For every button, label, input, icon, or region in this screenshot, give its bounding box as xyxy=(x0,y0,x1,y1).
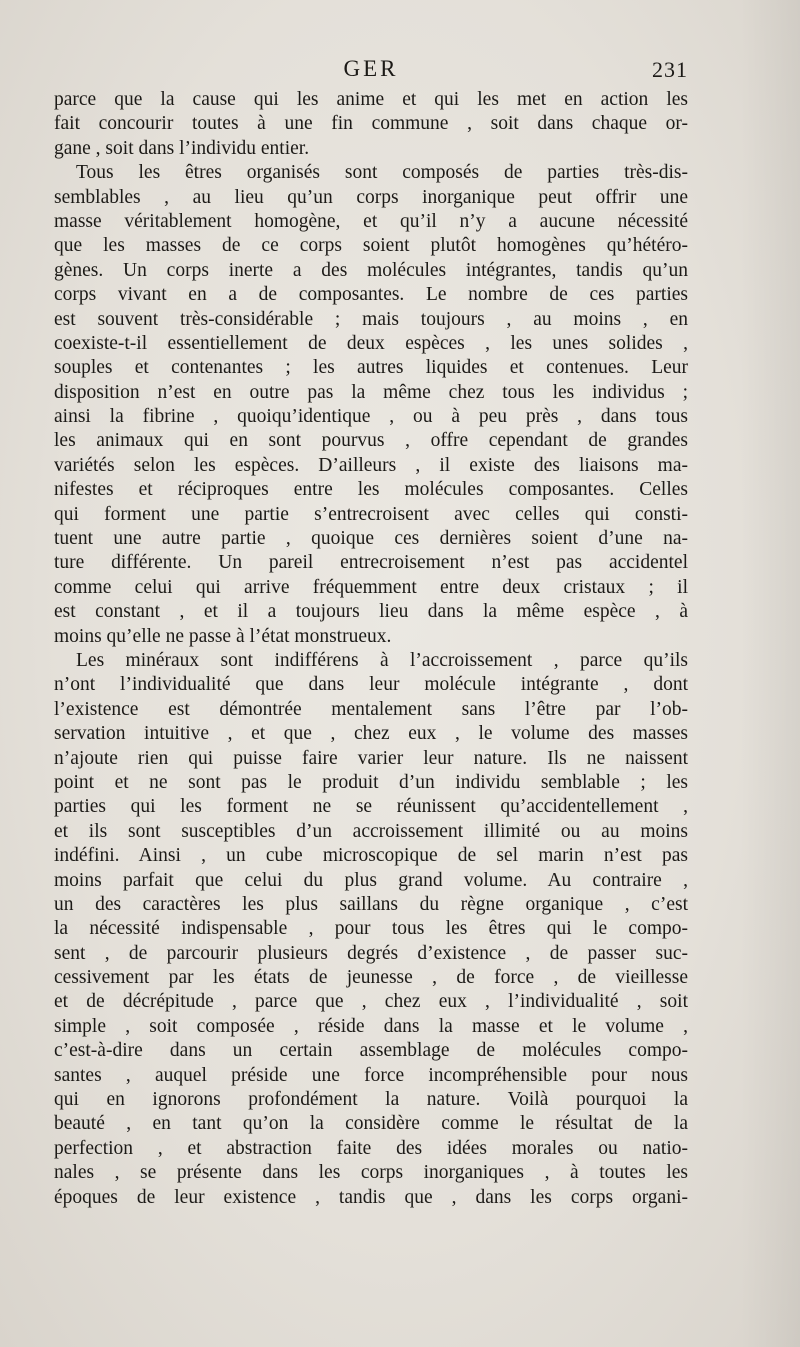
body-text xyxy=(54,88,688,1210)
text-line: les animaux qui en sont pourvus , offre cependant de grandes xyxy=(54,430,688,452)
text-line: que les masses de ce corps soient plutôt homogènes qu’hétéro- xyxy=(54,235,688,257)
text-line: gane , soit dans l’individu entier. xyxy=(54,137,310,159)
text-line: santes , auquel préside une force incompréhensible pour nous xyxy=(54,1064,688,1086)
text-line: beauté , en tant qu’on la considère comme le résultat de la xyxy=(54,1113,688,1135)
text-line: semblables , au lieu qu’un corps inorganique peut offrir une xyxy=(54,186,688,208)
text-line: corps vivant en a de composantes. Le nombre de ces parties xyxy=(54,284,688,306)
text-line: ainsi la fibrine , quoiqu’identique , ou à peu près , dans tous xyxy=(54,406,688,428)
text-line: cessivement par les états de jeunesse , de force , de vieillesse xyxy=(54,967,688,989)
text-line: parce que la cause qui les anime et qui les met en action les xyxy=(54,89,688,110)
text-line: moins qu’elle ne passe à l’état monstrueux. xyxy=(54,625,392,647)
text-line: est souvent très-considérable ; mais toujours , au moins , en xyxy=(54,308,688,330)
text-line: et de décrépitude , parce que , chez eux , l’individualité , soit xyxy=(54,991,688,1013)
text-line: nales , se présente dans les corps inorganiques , à toutes les xyxy=(54,1162,688,1184)
text-line: parties qui les forment ne se réunissent qu’accidentellement , xyxy=(54,796,688,818)
text-line: c’est-à-dire dans un certain assemblage de molécules compo- xyxy=(54,1040,688,1062)
text-line: la nécessité indispensable , pour tous les êtres qui le compo- xyxy=(54,918,688,940)
text-line: gènes. Un corps inerte a des molécules intégrantes, tandis qu’un xyxy=(54,259,688,281)
text-line: variétés selon les espèces. D’ailleurs , il existe des liaisons ma- xyxy=(54,454,688,476)
page-number: 231 xyxy=(652,57,688,82)
page-edge-shadow xyxy=(740,0,800,1347)
text-line: souples et contenantes ; les autres liquides et contenues. Leur xyxy=(54,357,688,379)
text-line: fait concourir toutes à une fin commune , soit dans chaque or- xyxy=(54,113,688,135)
text-line: qui forment une partie s’entrecroisent avec celles qui consti- xyxy=(54,503,688,525)
text-line: sent , de parcourir plusieurs degrés d’existence , de passer suc- xyxy=(54,942,688,964)
text-line: époques de leur existence , tandis que , dans les corps organi- xyxy=(54,1186,688,1208)
text-line: l’existence est démontrée mentalement sans l’être par l’ob- xyxy=(54,698,688,720)
text-line: servation intuitive , et que , chez eux , le volume des masses xyxy=(54,723,688,745)
text-line: simple , soit composée , réside dans la masse et le volume , xyxy=(54,1015,688,1037)
text-line: point et ne sont pas le produit d’un individu semblable ; les xyxy=(54,771,688,793)
text-line: indéfini. Ainsi , un cube microscopique de sel marin n’est pas xyxy=(54,845,688,867)
text-line: comme celui qui arrive fréquemment entre deux cristaux ; il xyxy=(54,576,688,598)
text-line: moins parfait que celui du plus grand volume. Au contraire , xyxy=(54,869,688,891)
text-line: masse véritablement homogène, et qu’il n’y a aucune nécessité xyxy=(54,210,688,232)
running-head: GER xyxy=(343,56,399,81)
text-line: qui en ignorons profondément la nature. Voilà pourquoi la xyxy=(54,1089,688,1111)
text-line: n’ajoute rien qui puisse faire varier leur nature. Ils ne naissent xyxy=(54,747,688,769)
page-header xyxy=(54,48,688,88)
text-line: tuent une autre partie , quoique ces dernières soient d’une na- xyxy=(54,528,688,550)
text-line: ture différente. Un pareil entrecroisement n’est pas accidentel xyxy=(54,552,688,574)
text-line: coexiste-t-il essentiellement de deux espèces , les unes solides , xyxy=(54,332,688,354)
text-line: n’ont l’individualité que dans leur molécule intégrante , dont xyxy=(54,674,688,696)
text-line: et ils sont susceptibles d’un accroissement illimité ou au moins xyxy=(54,820,688,842)
text-line: disposition n’est en outre pas la même chez tous les individus ; xyxy=(54,381,688,403)
text-line: Les minéraux sont indifférens à l’accroissement , parce qu’ils xyxy=(76,649,688,671)
text-line: un des caractères les plus saillans du règne organique , c’est xyxy=(54,893,688,915)
text-line: Tous les êtres organisés sont composés de parties très-dis- xyxy=(76,162,688,184)
text-line: perfection , et abstraction faite des idées morales ou natio- xyxy=(54,1137,688,1159)
text-line: nifestes et réciproques entre les molécules composantes. Celles xyxy=(54,479,688,501)
text-line: est constant , et il a toujours lieu dans la même espèce , à xyxy=(54,601,688,623)
